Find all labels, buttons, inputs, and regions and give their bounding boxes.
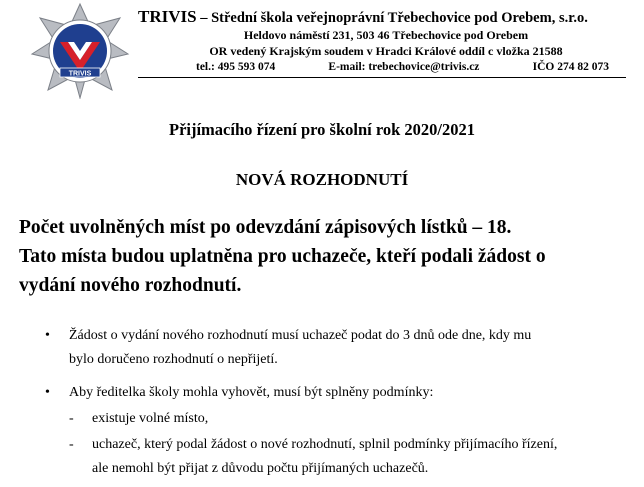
header-divider <box>138 77 626 78</box>
bullet-icon: • <box>45 385 50 400</box>
school-header <box>138 8 634 75</box>
school-registration: OR vedený Krajským soudem v Hradci Králové oddíl c vložka 21588 <box>209 44 563 58</box>
list-item <box>0 381 644 405</box>
document-subtitle: NOVÁ ROZHODNUTÍ <box>235 170 409 189</box>
dash-icon: - <box>69 437 74 452</box>
bullet1-line-1: Žádost o vydání nového rozhodnutí musí uchazeč podat do 3 dnů ode dne, kdy mu <box>69 328 532 343</box>
conditions-list <box>0 324 644 481</box>
dash2-line-1: uchazeč, který podal žádost o nové rozhodnutí, splnil podmínky přijímacího řízení, <box>92 437 558 452</box>
school-address: Heldovo náměstí 231, 503 46 Třebechovice pod Orebem <box>243 28 529 42</box>
school-name-rest: – Střední škola veřejnoprávní Třebechovice pod Orebem, s.r.o. <box>196 10 588 26</box>
para-line-3: vydání nového rozhodnutí. <box>19 275 242 296</box>
bullet-icon: • <box>45 328 50 343</box>
sublist-item <box>0 433 644 481</box>
para-line-1: Počet uvolněných míst po odevzdání zápisových lístků – 18. <box>19 217 512 238</box>
dash-icon: - <box>69 411 74 426</box>
bullet2-text: Aby ředitelka školy mohla vyhovět, musí být splněny podmínky: <box>69 385 434 400</box>
email: E-mail: trebechovice@trivis.cz <box>328 61 480 73</box>
school-name <box>138 8 634 27</box>
document-title: Přijímacího řízení pro školní rok 2020/2021 <box>168 120 475 139</box>
main-paragraph <box>19 213 629 300</box>
dash1-text: existuje volné místo, <box>92 411 209 426</box>
ico: IČO 274 82 073 <box>532 61 609 73</box>
sublist-item <box>0 407 644 431</box>
para-line-2: Tato místa budou uplatněna pro uchazeče, kteří podali žádost o <box>19 246 546 267</box>
list-item <box>0 324 644 372</box>
logo-text: TRIVIS <box>68 70 92 78</box>
phone: tel.: 495 593 074 <box>196 61 276 73</box>
dash2-line-2: ale nemohl být přijat z důvodu počtu přijímaných uchazečů. <box>92 461 429 476</box>
school-brand: TRIVIS <box>138 7 197 26</box>
school-logo <box>30 2 130 99</box>
bullet1-line-2: bylo doručeno rozhodnutí o nepřijetí. <box>69 352 278 367</box>
contact-line <box>138 59 634 75</box>
